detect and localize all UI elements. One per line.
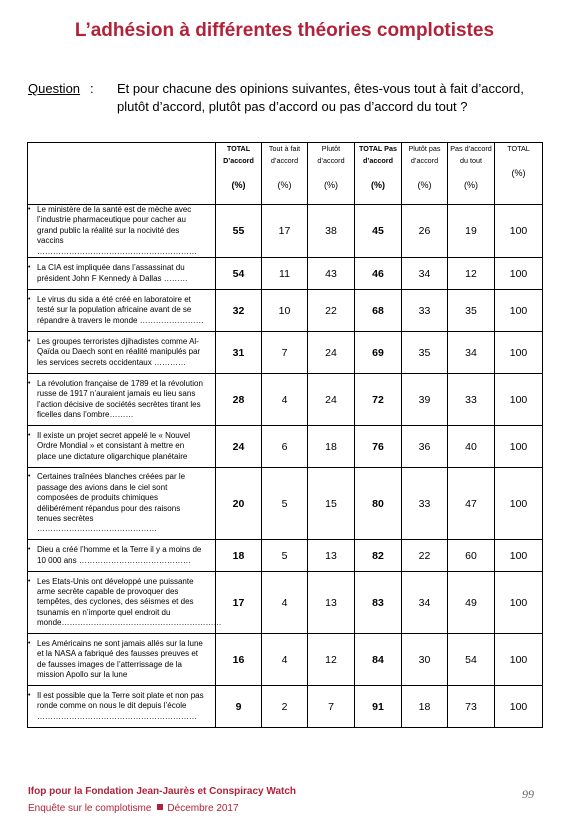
statement-cell <box>28 332 216 374</box>
statement-cell <box>28 468 216 540</box>
column-header-label: Tout à fait d’accord <box>268 144 301 165</box>
value-cell: 4 <box>262 572 308 634</box>
value-cell: 54 <box>216 258 262 290</box>
value-cell: 100 <box>495 258 543 290</box>
value-cell: 18 <box>402 686 448 728</box>
column-header <box>448 143 495 205</box>
header-empty-cell <box>28 143 216 205</box>
value-cell: 34 <box>448 332 495 374</box>
value-cell: 91 <box>355 686 402 728</box>
statement-cell <box>28 572 222 634</box>
value-cell: 100 <box>495 290 543 332</box>
column-header-unit: (%) <box>231 180 246 190</box>
column-header-unit: (%) <box>277 180 292 190</box>
statement-cell <box>28 258 216 290</box>
bullet-icon: • <box>28 691 31 699</box>
value-cell: 22 <box>402 540 448 572</box>
value-cell: 28 <box>216 374 262 426</box>
value-cell: 13 <box>308 572 355 634</box>
value-cell: 100 <box>495 205 543 258</box>
statement-text: Les Américains ne sont jamais allés sur la lune et la NASA a fabriqué des fausses preuves et de fausses images de l’atterrissage de la mission Apollo sur la lune <box>37 638 203 679</box>
value-cell: 30 <box>402 634 448 686</box>
footer-date: Décembre 2017 <box>167 803 239 814</box>
value-cell: 84 <box>355 634 402 686</box>
value-cell: 100 <box>495 572 543 634</box>
value-cell: 26 <box>402 205 448 258</box>
statement-cell <box>28 686 216 728</box>
value-cell: 76 <box>355 426 402 468</box>
value-cell: 7 <box>308 686 355 728</box>
bullet-icon: • <box>28 431 31 439</box>
value-cell: 17 <box>216 572 262 634</box>
column-header-label: Plutôt pas d’accord <box>408 144 441 165</box>
value-cell: 10 <box>262 290 308 332</box>
table-row <box>28 258 543 290</box>
column-header <box>402 143 448 205</box>
value-cell: 35 <box>402 332 448 374</box>
value-cell: 49 <box>448 572 495 634</box>
value-cell: 32 <box>216 290 262 332</box>
value-cell: 100 <box>495 540 543 572</box>
column-header-unit: (%) <box>324 180 338 190</box>
value-cell: 18 <box>308 426 355 468</box>
column-header-unit: (%) <box>371 180 385 190</box>
table-header-row <box>28 143 543 205</box>
value-cell: 34 <box>402 572 448 634</box>
statement-cell <box>28 540 216 572</box>
value-cell: 40 <box>448 426 495 468</box>
question-colon: : <box>90 81 94 96</box>
value-cell: 9 <box>216 686 262 728</box>
value-cell: 100 <box>495 686 543 728</box>
statement-text: Certaines traînées blanches créées par le passage des avions dans le ciel sont composées de produits chimiques délibérément répandus pour des raisons tenues secrètes ……………………………………… <box>37 472 186 534</box>
value-cell: 69 <box>355 332 402 374</box>
statement-text: Dieu a créé l’homme et la Terre il y a moins de 10 000 ans …………………………………… <box>37 545 202 565</box>
value-cell: 83 <box>355 572 402 634</box>
value-cell: 72 <box>355 374 402 426</box>
value-cell: 7 <box>262 332 308 374</box>
value-cell: 12 <box>308 634 355 686</box>
value-cell: 34 <box>402 258 448 290</box>
value-cell: 4 <box>262 374 308 426</box>
bullet-icon: • <box>28 639 31 647</box>
column-header <box>495 143 543 205</box>
value-cell: 15 <box>308 468 355 540</box>
statement-text: Le virus du sida a été créé en laboratoire et testé sur la population africaine avant de se répandre à travers le monde …………………… <box>37 294 204 325</box>
statement-text: Les Etats-Unis ont développé une puissante arme secrète capable de provoquer des tempêtes, des cyclones, des séismes et des tsunamis en n’importe quel endroit du monde…………………………………………………… <box>37 576 222 628</box>
statement-cell <box>28 290 216 332</box>
statement-cell <box>28 374 216 426</box>
value-cell: 46 <box>355 258 402 290</box>
bullet-icon: • <box>28 473 31 481</box>
column-header-unit: (%) <box>417 180 432 190</box>
column-header-unit: (%) <box>511 168 526 178</box>
value-cell: 17 <box>262 205 308 258</box>
footer-survey-info <box>28 803 239 814</box>
table-row <box>28 686 543 728</box>
value-cell: 100 <box>495 468 543 540</box>
column-header-unit: (%) <box>464 180 478 190</box>
results-table <box>27 142 543 728</box>
page-title: L’adhésion à différentes théories complotistes <box>74 20 495 41</box>
bullet-icon: • <box>28 546 31 554</box>
footer-survey-title: Enquête sur le complotisme <box>28 803 152 814</box>
value-cell: 19 <box>448 205 495 258</box>
value-cell: 55 <box>216 205 262 258</box>
column-header-label: TOTAL D’accord <box>223 144 254 165</box>
value-cell: 4 <box>262 634 308 686</box>
value-cell: 100 <box>495 634 543 686</box>
value-cell: 33 <box>448 374 495 426</box>
value-cell: 100 <box>495 426 543 468</box>
value-cell: 11 <box>262 258 308 290</box>
column-header-label: Pas d’accord du tout <box>450 144 492 165</box>
value-cell: 33 <box>402 468 448 540</box>
value-cell: 13 <box>308 540 355 572</box>
statement-text: Les groupes terroristes djihadistes comme Al-Qaïda ou Daech sont en réalité manipulés par les services secrets occidentaux ………… <box>37 336 201 367</box>
page-number: 99 <box>522 787 534 801</box>
value-cell: 31 <box>216 332 262 374</box>
value-cell: 73 <box>448 686 495 728</box>
statement-cell <box>28 426 216 468</box>
value-cell: 2 <box>262 686 308 728</box>
value-cell: 5 <box>262 468 308 540</box>
value-cell: 100 <box>495 332 543 374</box>
statement-text: La révolution française de 1789 et la révolution russe de 1917 n’auraient jamais eu lieu sans l’action décisive de sociétés secrètes tirant les ficelles dans l’ombre……… <box>37 378 203 419</box>
table-body <box>28 205 543 728</box>
square-bullet-icon <box>157 804 163 810</box>
value-cell: 38 <box>308 205 355 258</box>
value-cell: 24 <box>216 426 262 468</box>
value-cell: 100 <box>495 374 543 426</box>
footer-publisher: Ifop pour la Fondation Jean-Jaurès et Conspiracy Watch <box>28 786 297 797</box>
table-row <box>28 205 543 258</box>
column-header-label: TOTAL <box>507 144 530 153</box>
table-row <box>28 374 543 426</box>
value-cell: 24 <box>308 374 355 426</box>
value-cell: 80 <box>355 468 402 540</box>
bullet-icon: • <box>28 577 31 585</box>
table-row <box>28 290 543 332</box>
value-cell: 82 <box>355 540 402 572</box>
value-cell: 68 <box>355 290 402 332</box>
value-cell: 43 <box>308 258 355 290</box>
value-cell: 47 <box>448 468 495 540</box>
value-cell: 36 <box>402 426 448 468</box>
value-cell: 60 <box>448 540 495 572</box>
column-header-label: Plutôt d’accord <box>317 144 345 165</box>
value-cell: 22 <box>308 290 355 332</box>
bullet-icon: • <box>28 295 31 303</box>
column-header <box>216 143 262 205</box>
statement-text: Il existe un projet secret appelé le « Nouvel Ordre Mondial » et consistant à mettre en place une dictature oligarchique planétaire <box>37 430 190 461</box>
column-header <box>262 143 308 205</box>
value-cell: 6 <box>262 426 308 468</box>
bullet-icon: • <box>28 379 31 387</box>
statement-text: Le ministère de la santé est de mèche avec l’industrie pharmaceutique pour cacher au grand public la réalité sur la nocivité des vaccins …………………………………………………… <box>37 205 197 256</box>
bullet-icon: • <box>28 206 31 213</box>
statement-cell <box>28 205 216 258</box>
table-row <box>28 634 543 686</box>
value-cell: 16 <box>216 634 262 686</box>
question-label: Question <box>28 81 81 96</box>
statement-text: Il est possible que la Terre soit plate et non pas ronde comme on nous le dit depuis l’école …………………………………………………… <box>37 690 204 721</box>
value-cell: 39 <box>402 374 448 426</box>
value-cell: 5 <box>262 540 308 572</box>
statement-cell <box>28 634 216 686</box>
table-row <box>28 468 543 540</box>
bullet-icon: • <box>28 337 31 345</box>
value-cell: 12 <box>448 258 495 290</box>
value-cell: 33 <box>402 290 448 332</box>
value-cell: 54 <box>448 634 495 686</box>
table-row <box>28 540 543 572</box>
value-cell: 35 <box>448 290 495 332</box>
bullet-icon: • <box>28 264 31 272</box>
statement-text: La CIA est impliquée dans l’assassinat du président John F Kennedy à Dallas ……… <box>37 263 188 283</box>
table-row <box>28 426 543 468</box>
column-header-label: TOTAL Pas d’accord <box>359 144 397 165</box>
column-header <box>355 143 402 205</box>
question-text: Et pour chacune des opinions suivantes, êtes-vous tout à fait d’accord, plutôt d’accord, plutôt pas d’accord ou pas d’accord du tout ? <box>117 81 524 114</box>
value-cell: 18 <box>216 540 262 572</box>
table-row <box>28 572 543 634</box>
table-row <box>28 332 543 374</box>
value-cell: 24 <box>308 332 355 374</box>
value-cell: 45 <box>355 205 402 258</box>
value-cell: 20 <box>216 468 262 540</box>
column-header <box>308 143 355 205</box>
